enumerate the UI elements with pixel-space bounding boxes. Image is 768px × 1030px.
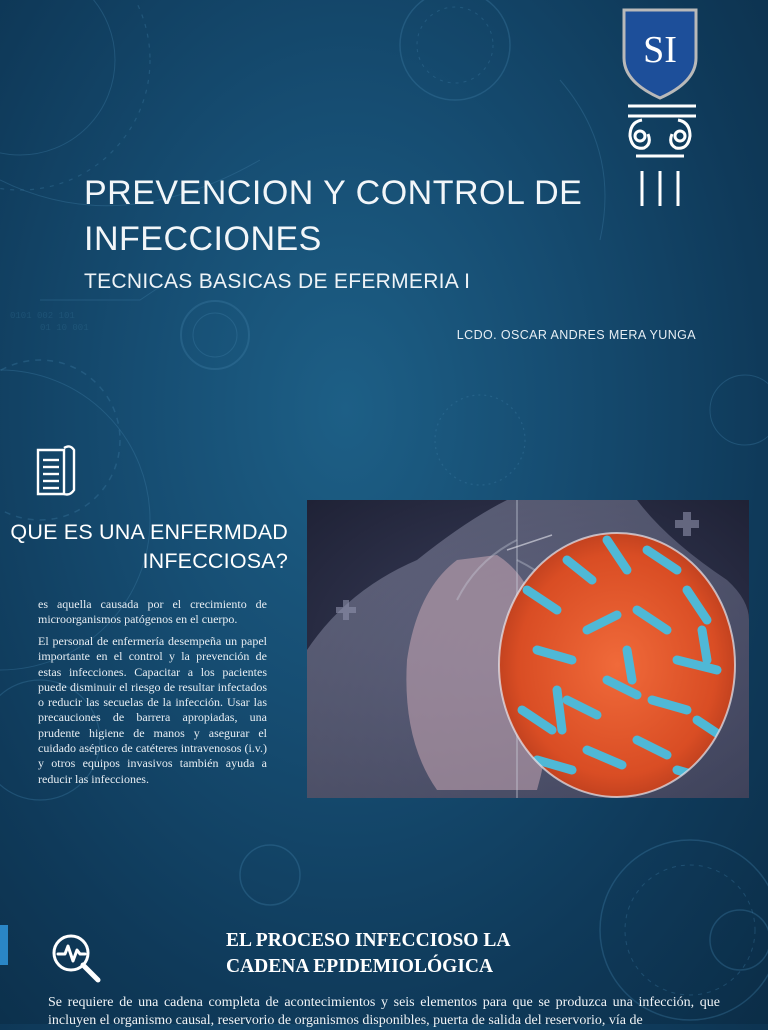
magnifier-pulse-icon xyxy=(50,932,104,986)
title-block xyxy=(84,170,604,296)
greek-column-icon xyxy=(628,106,696,206)
svg-text:01 10 001: 01 10 001 xyxy=(40,323,89,333)
section-text: Se requiere de una cadena completa de acontecimientos y seis elementos para que se produzca una infección, que incluyen el organismo causal, reservorio de organismos disponibles, puerta de salida del reservorio, vía de xyxy=(48,995,720,1028)
author-name: LCDO. OSCAR ANDRES MERA YUNGA xyxy=(456,328,696,342)
lung-bacteria-illustration xyxy=(307,500,749,798)
scroll-document-icon xyxy=(34,442,78,498)
intro-paragraph-1: es aquella causada por el crecimiento de microorganismos patógenos en el cuerpo. xyxy=(38,597,267,627)
page-subtitle: TECNICAS BASICAS DE EFERMERIA I xyxy=(84,270,471,293)
accent-bar xyxy=(0,925,8,965)
svg-text:0101 002 101: 0101 002 101 xyxy=(10,311,75,321)
page-title: PREVENCION Y CONTROL DE INFECCIONES xyxy=(84,174,583,258)
logo-shield-text: SI xyxy=(643,29,677,71)
section-question: QUE ES UNA ENFERMDAD INFECCIOSA? xyxy=(10,520,288,573)
intro-paragraph-2: El personal de enfermería desempeña un papel importante en el control y la prevención de estas infecciones. Capacitar a los pacientes puede disminuir el riesgo de resultar infectados o reducir las secuelas de la infección. Usar las precauciones de barrera apropiadas, una prudente higiene de manos y asegurar el cuidado aséptico de catéteres intravenosos (i.v.) y otros equipos invasivos también ayuda a reducir las infecciones. xyxy=(38,634,267,786)
section-title: EL PROCESO INFECCIOSO LA CADENA EPIDEMIOLÓGICA xyxy=(226,930,510,977)
institution-logo xyxy=(620,6,700,216)
